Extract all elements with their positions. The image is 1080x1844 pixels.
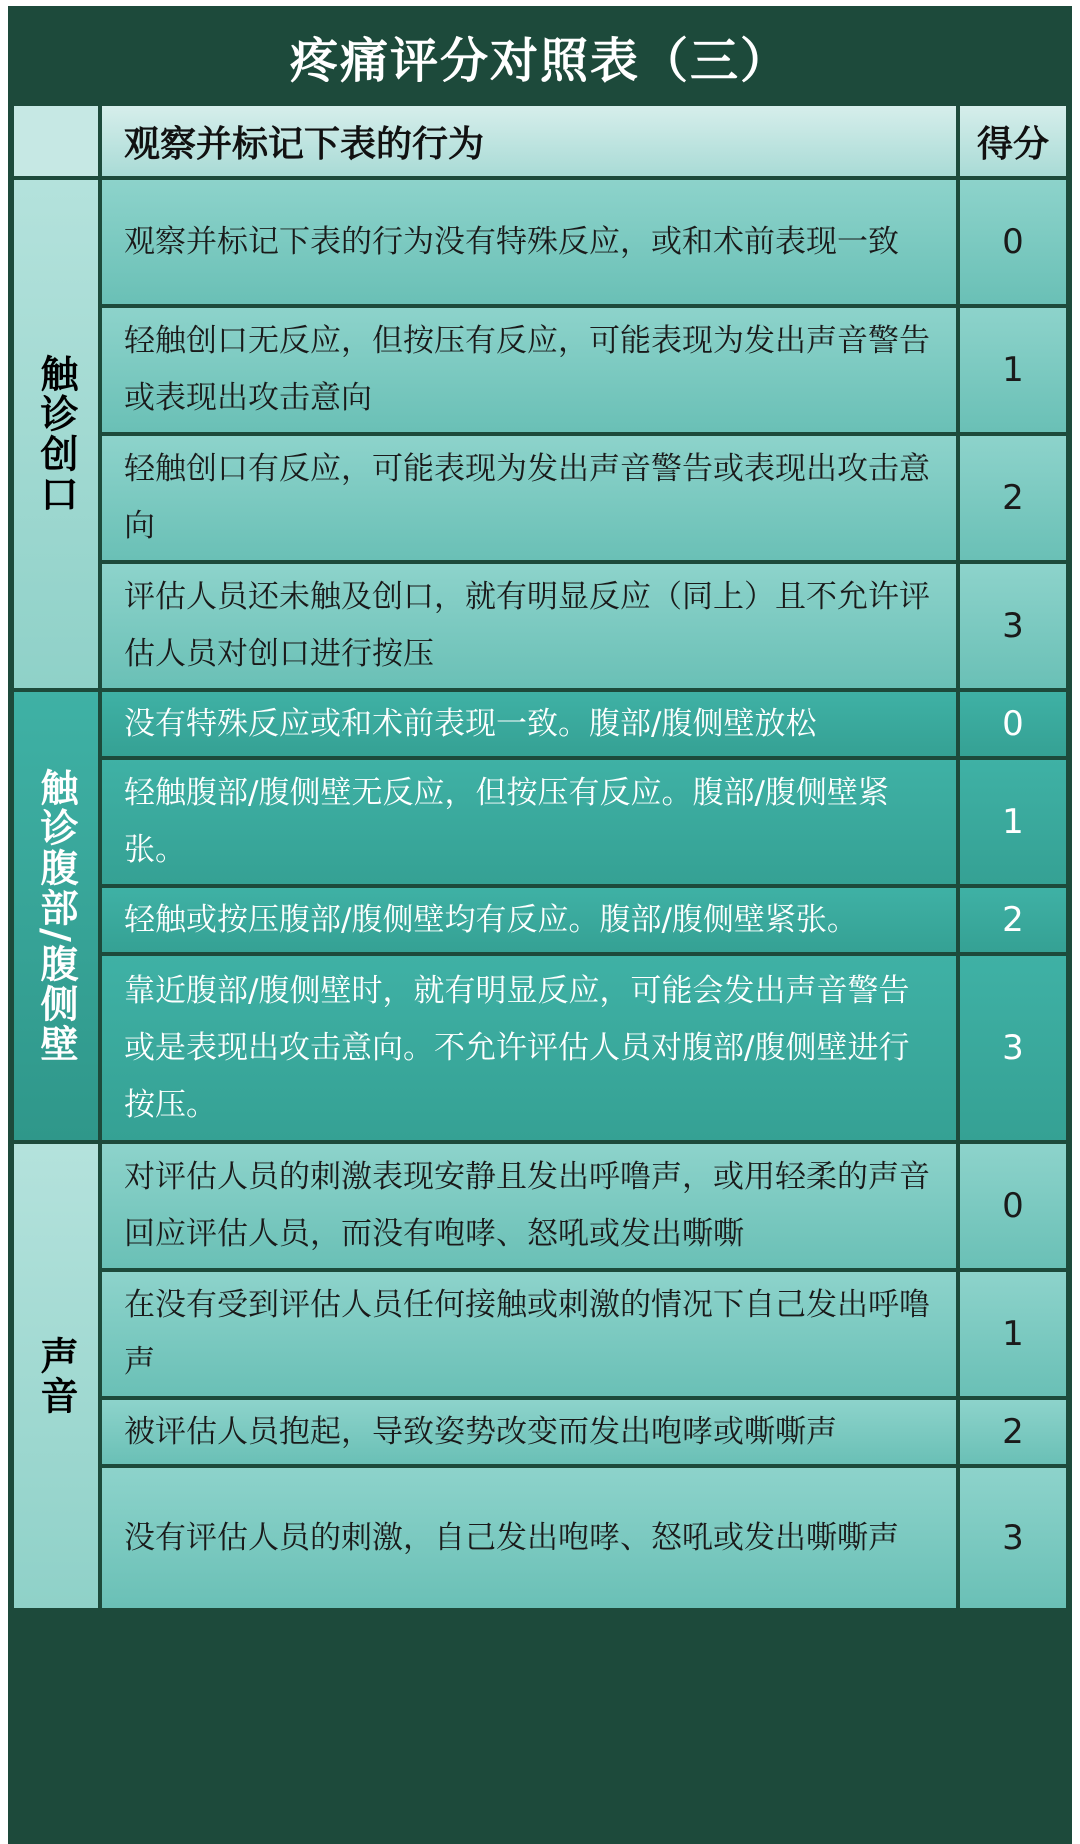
table-row-score: 2	[960, 1400, 1066, 1464]
table-grid	[14, 106, 1066, 1844]
category-label: 声音	[34, 1336, 78, 1416]
header-behavior: 观察并标记下表的行为	[102, 106, 956, 176]
header-corner-cell	[14, 106, 98, 176]
table-row-score: 2	[960, 888, 1066, 952]
table-row-score: 1	[960, 1272, 1066, 1396]
table-row-score: 0	[960, 1144, 1066, 1268]
header-score: 得分	[960, 106, 1066, 176]
category-label: 触诊创口	[34, 354, 78, 514]
table-row-score: 1	[960, 308, 1066, 432]
category-label: 触诊腹部/腹侧壁	[34, 768, 78, 1064]
category-wound-palpation	[14, 180, 98, 688]
table-row-desc: 观察并标记下表的行为没有特殊反应，或和术前表现一致	[102, 180, 956, 304]
table-row-score: 0	[960, 180, 1066, 304]
table-row-desc: 在没有受到评估人员任何接触或刺激的情况下自己发出呼噜声	[102, 1272, 956, 1396]
table-row-score: 3	[960, 956, 1066, 1140]
table-row-desc: 被评估人员抱起，导致姿势改变而发出咆哮或嘶嘶声	[102, 1400, 956, 1464]
table-row-score: 1	[960, 760, 1066, 884]
table-row-score: 3	[960, 564, 1066, 688]
table-row-desc: 没有评估人员的刺激，自己发出咆哮、怒吼或发出嘶嘶声	[102, 1468, 956, 1608]
table-row-desc: 靠近腹部/腹侧壁时，就有明显反应，可能会发出声音警告或是表现出攻击意向。不允许评估人员对腹部/腹侧壁进行按压。	[102, 956, 956, 1140]
table-title: 疼痛评分对照表（三）	[289, 32, 790, 89]
pain-score-table	[8, 6, 1072, 1844]
table-row-desc: 对评估人员的刺激表现安静且发出呼噜声，或用轻柔的声音回应评估人员，而没有咆哮、怒吼或发出嘶嘶	[102, 1144, 956, 1268]
table-row-desc: 没有特殊反应或和术前表现一致。腹部/腹侧壁放松	[102, 692, 956, 756]
category-vocalization	[14, 1144, 98, 1608]
table-row-desc: 评估人员还未触及创口，就有明显反应（同上）且不允许评估人员对创口进行按压	[102, 564, 956, 688]
table-row-desc: 轻触创口无反应，但按压有反应，可能表现为发出声音警告或表现出攻击意向	[102, 308, 956, 432]
table-row-score: 0	[960, 692, 1066, 756]
table-row-desc: 轻触或按压腹部/腹侧壁均有反应。腹部/腹侧壁紧张。	[102, 888, 956, 952]
table-row-desc: 轻触腹部/腹侧壁无反应，但按压有反应。腹部/腹侧壁紧张。	[102, 760, 956, 884]
table-row-score: 2	[960, 436, 1066, 560]
table-row-desc: 轻触创口有反应，可能表现为发出声音警告或表现出攻击意向	[102, 436, 956, 560]
table-row-score: 3	[960, 1468, 1066, 1608]
category-abdomen-palpation	[14, 692, 98, 1140]
